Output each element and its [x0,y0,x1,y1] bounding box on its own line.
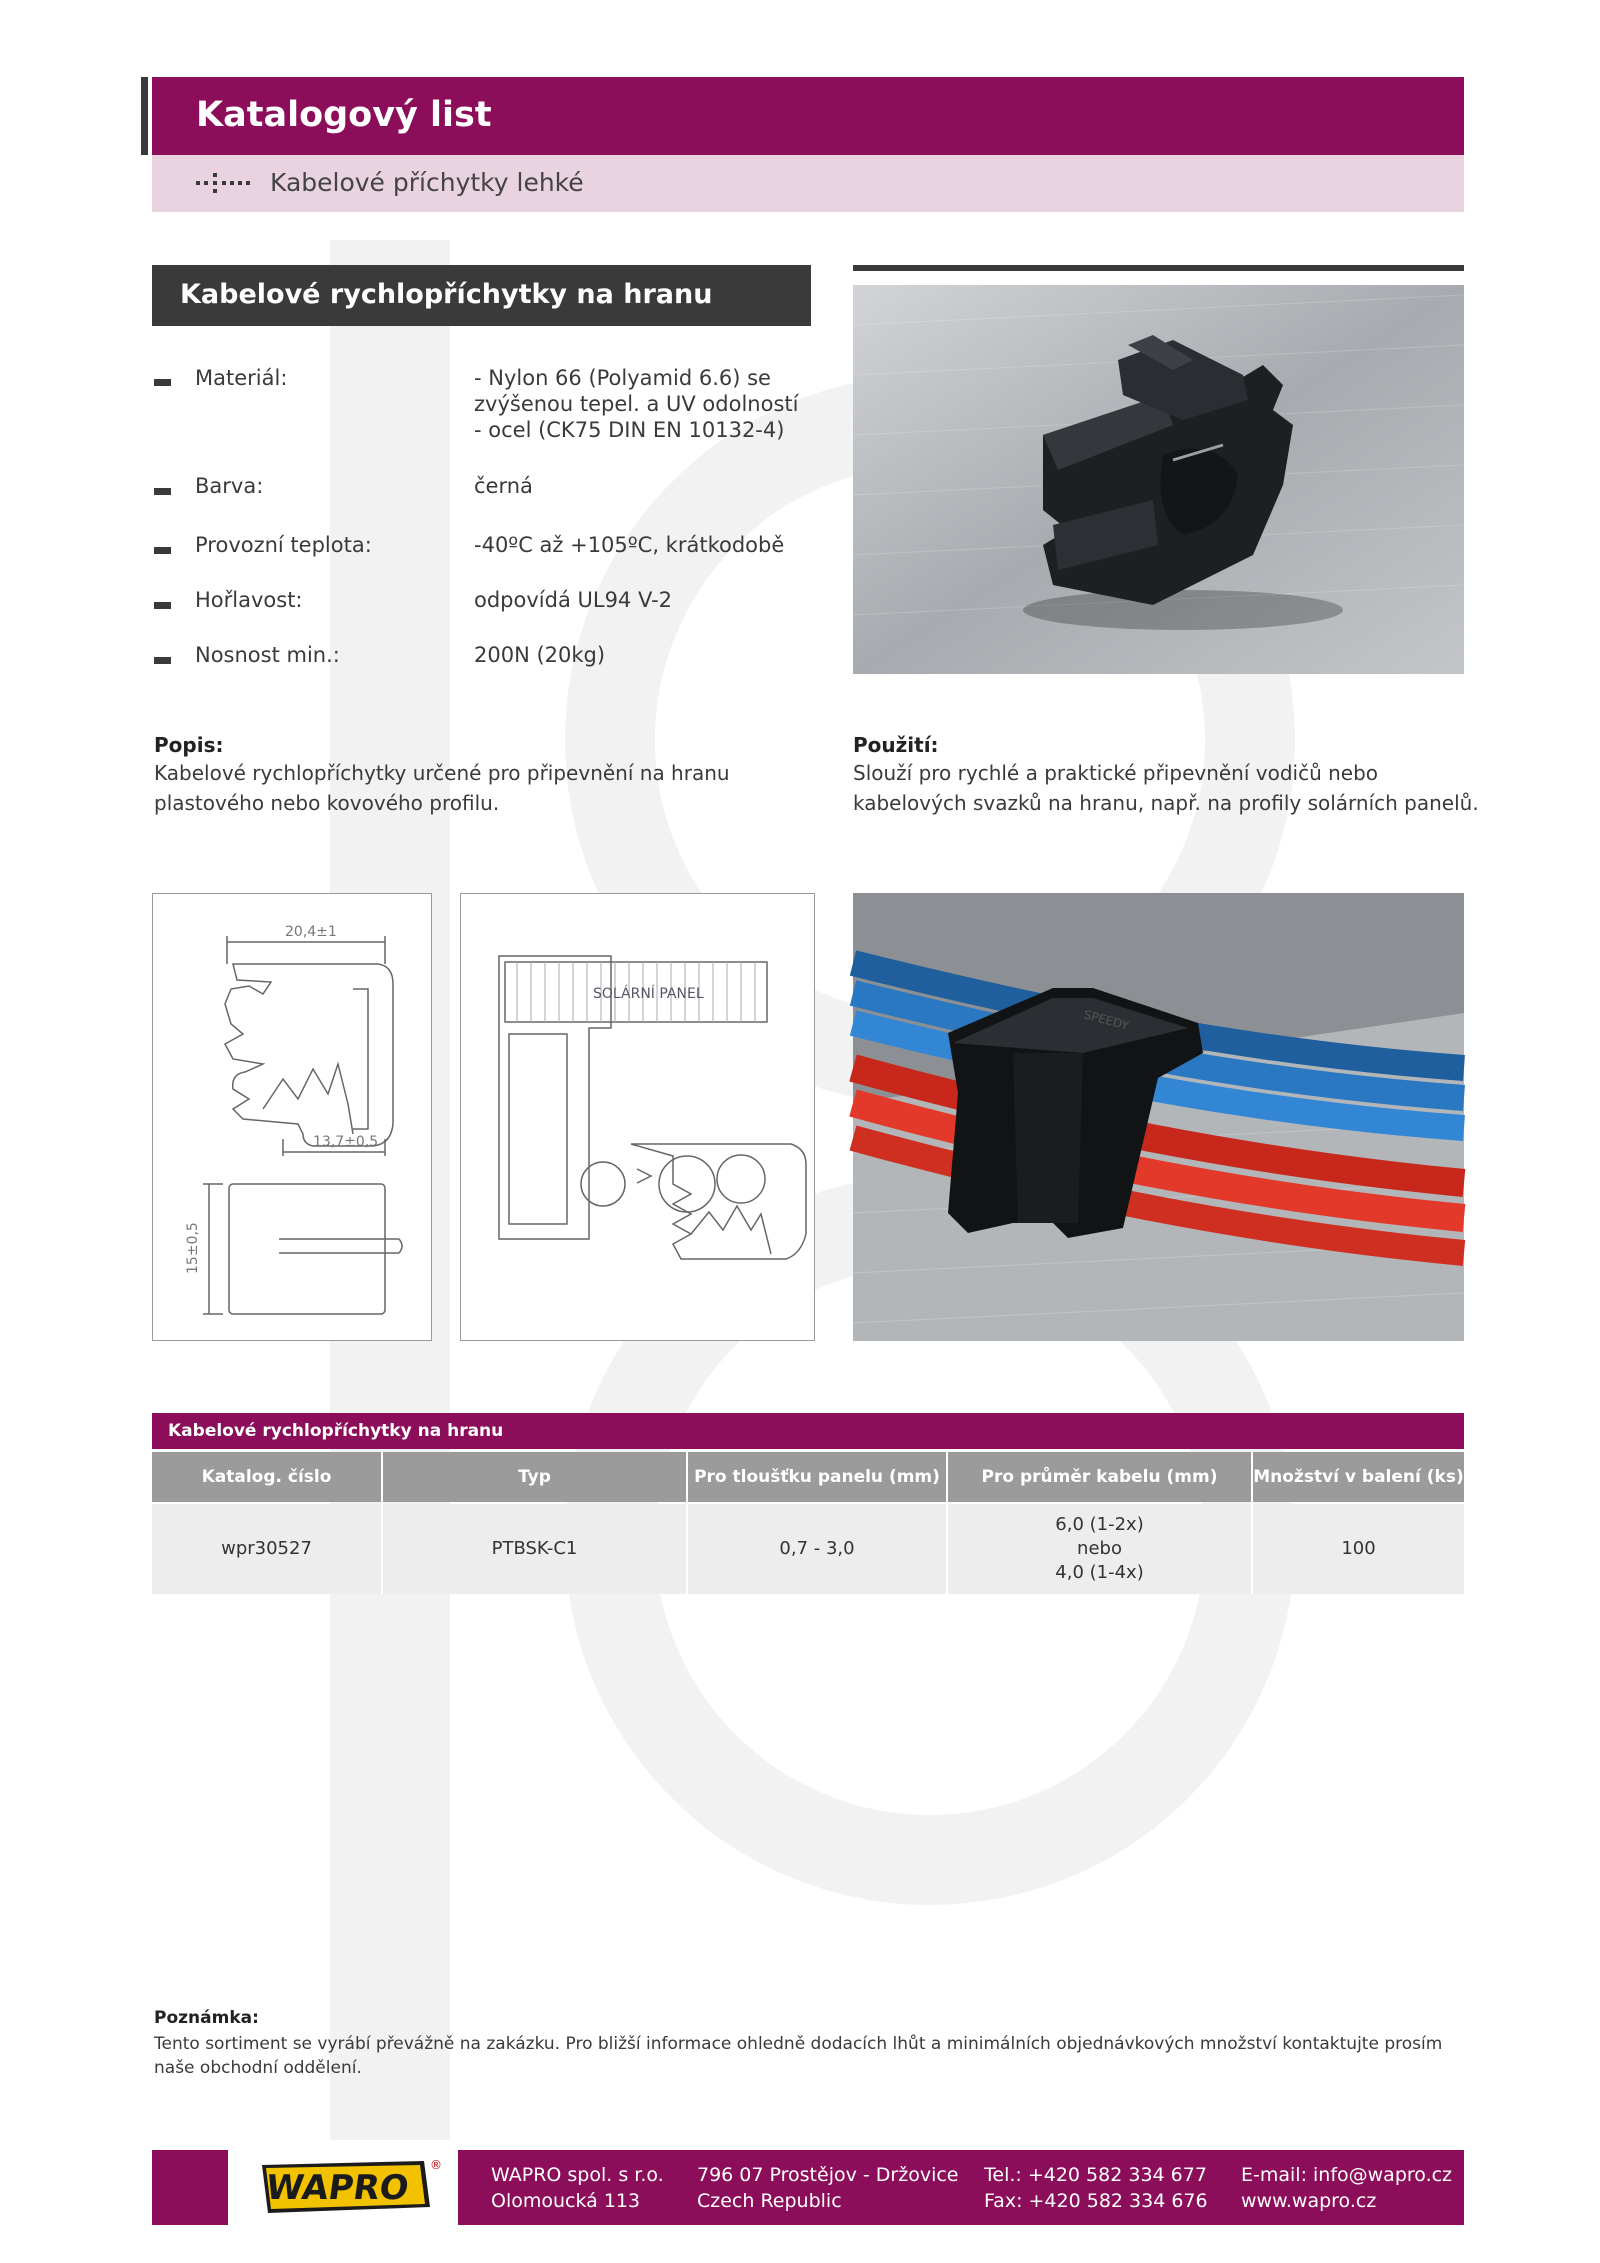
footer-fax: Fax: +420 582 334 676 [984,2190,1208,2212]
product-photo-clip [853,285,1464,674]
note-text [154,2032,1464,2080]
spec-bullet [154,657,171,664]
usage-line: kabelových svazků na hranu, např. na profily solárních panelů. [853,791,1479,815]
footer-company: WAPRO spol. s r.o. [491,2164,664,2186]
spec-value-temperature: -40ºC až +105ºC, krátkodobě [474,533,785,557]
note-line: Tento sortiment se vyrábí převážně na zakázku. Pro bližší informace ohledně dodacích lhůt a minimálních objednávkových množství kontaktujte prosím [154,2034,1443,2054]
usage-heading: Použití: [853,733,939,757]
spec-value-color: černá [474,474,533,498]
spec-label-material: Materiál: [195,366,288,390]
technical-drawing-mounting [460,893,815,1341]
footer-accent-block [152,2150,228,2225]
usage-line: Slouží pro rychlé a praktické připevnění vodičů nebo [853,761,1379,785]
panel-label: SOLÁRNÍ PANEL [593,986,704,1002]
section-title: Kabelové rychlopříchytky na hranu [180,279,713,310]
table-header-type: Typ [518,1467,551,1487]
clip-illustration [853,285,1464,674]
catalog-number: wpr30527 [221,1538,312,1559]
spec-value-material: - Nylon 66 (Polyamid 6.6) se zvýšenou tepel. a UV odolností - ocel (CK75 DIN EN 10132-4) [474,366,799,442]
table-cell-panel [688,1504,946,1594]
clip-marking: SPEEDY [1082,1007,1131,1033]
note-heading: Poznámka: [154,2008,259,2028]
dim-width-label: 20,4±1 [285,924,337,940]
cable-diameter-line: 4,0 (1-4x) [1055,1562,1144,1583]
table-header-catalog: Katalog. číslo [201,1467,332,1487]
quantity-value: 100 [1341,1538,1376,1559]
registered-mark: ® [430,2158,442,2172]
table-cell-type [383,1504,686,1594]
footer-website-link[interactable]: www.wapro.cz [1241,2190,1377,2212]
footer-street: Olomoucká 113 [491,2190,641,2212]
type-code: PTBSK-C1 [491,1538,578,1559]
dim-inner-label: 13,7±0,5 [313,1134,379,1150]
cables-illustration [853,893,1464,1341]
spec-bullet [154,602,171,609]
table-cell-quantity [1253,1504,1464,1594]
table-title: Kabelové rychlopříchytky na hranu [168,1421,504,1441]
dim-height-label: 15±0,5 [185,1222,201,1274]
spec-bullet [154,547,171,554]
table-header-quantity: Množství v balení (ks) [1253,1467,1464,1487]
wapro-logo [258,2155,442,2219]
cable-diameter-line: nebo [1077,1538,1122,1559]
cable-diameter-line: 6,0 (1-2x) [1055,1514,1144,1535]
spec-label-load: Nosnost min.: [195,643,340,667]
spec-label-temperature: Provozní teplota: [195,533,372,557]
table-header-panel-thickness: Pro tloušťku panelu (mm) [694,1467,940,1487]
description-heading: Popis: [154,733,224,757]
panel-thickness-value: 0,7 - 3,0 [779,1538,855,1559]
table-header-cable-diameter: Pro průměr kabelu (mm) [981,1467,1218,1487]
spec-value-load: 200N (20kg) [474,643,606,667]
footer-country: Czech Republic [697,2190,842,2212]
header-accent-bar [141,77,148,155]
spec-bullet [154,379,171,386]
logo-text: WAPRO [263,2168,412,2208]
spec-label-flammability: Hořlavost: [195,588,303,612]
spec-value-flammability: odpovídá UL94 V-2 [474,588,673,612]
technical-drawing-dimensions [152,893,432,1341]
table-cell-catalog [152,1504,381,1594]
footer-email-link[interactable]: E-mail: info@wapro.cz [1241,2164,1453,2186]
product-photo-cables [853,893,1464,1341]
spec-bullet [154,488,171,495]
page-subtitle: Kabelové příchytky lehké [270,168,584,197]
page-title: Katalogový list [196,95,492,135]
photo-top-rule [853,265,1464,271]
description-line: Kabelové rychlopříchytky určené pro připevnění na hranu [154,761,730,785]
note-line: naše obchodní oddělení. [154,2058,362,2078]
table-cell-cable [948,1504,1251,1594]
footer-city: 796 07 Prostějov - Držovice [697,2164,959,2186]
dots-icon [196,170,252,196]
footer-phone: Tel.: +420 582 334 677 [984,2164,1207,2186]
spec-label-color: Barva: [195,474,264,498]
description-line: plastového nebo kovového profilu. [154,791,500,815]
